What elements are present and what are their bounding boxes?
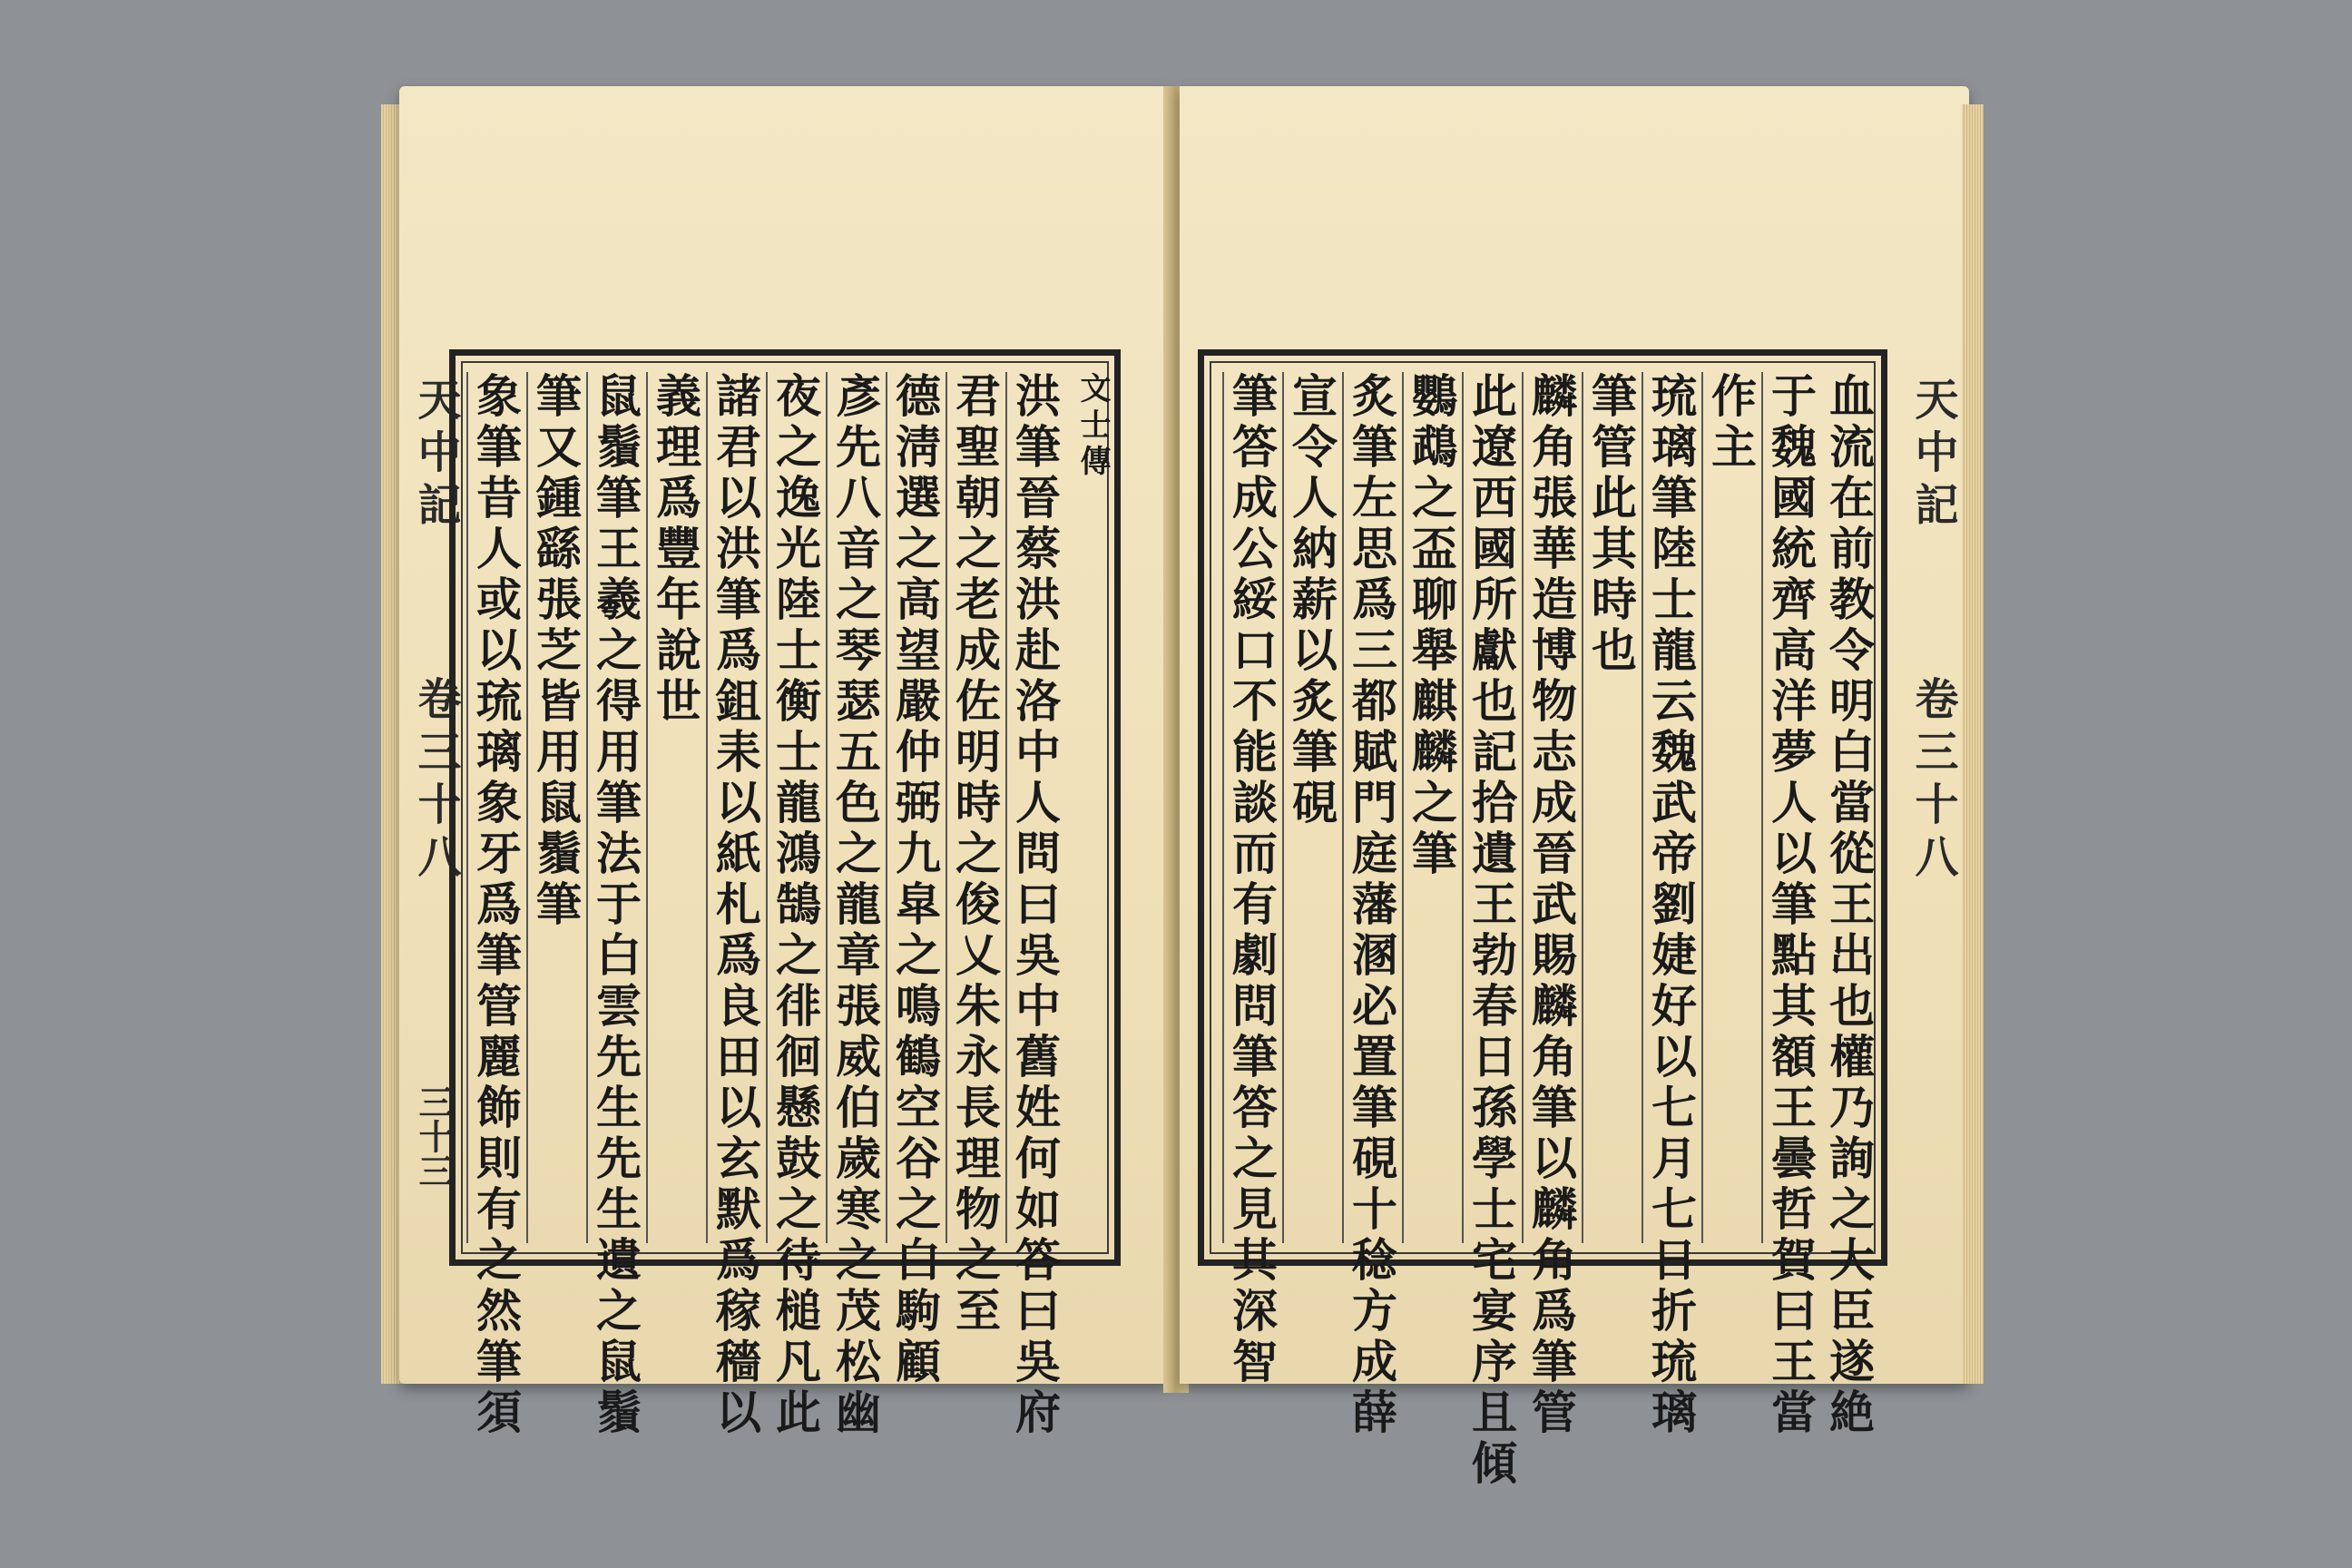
right-col-text: 于魏國統齊高洋夢人以筆點其額王曇哲賀曰王當 [1764,372,1818,1439]
right-col-text: 鸚鵡之盃聊舉麒麟之筆 [1405,372,1458,880]
left-col-text: 文士傳 [1074,372,1111,481]
right-text-frame [1198,349,1887,1490]
right-col-4 [1642,372,1701,1439]
right-banner-volume: 卷三十八 [1907,676,1958,887]
left-banner-volume: 卷三十八 [410,676,461,887]
right-col-9 [1342,372,1402,1439]
left-col-text: 洪筆晉蔡洪赴洛中人問曰吳中舊姓何如答曰吳府 [1008,372,1062,1439]
right-page-edges [1962,104,1984,1384]
right-col-2 [1761,372,1821,1439]
right-col-text: 宣令人納薪以炙筆硯 [1285,372,1338,829]
left-page-number: 三十三 [413,1084,454,1188]
right-col-10 [1282,372,1342,1243]
right-col-1 [1821,372,1879,1439]
right-col-5 [1582,372,1642,1243]
right-col-text: 炙筆左思爲三都賦門庭藩溷必置筆硯十稔方成薛 [1345,372,1398,1439]
left-col-10 [526,372,586,1243]
right-col-text: 此遼西國所獻也記拾遺王勃春日孫學士宅宴序且傾 [1465,372,1518,1490]
left-col-text: 夜之逸光陸士衡士龍鴻鵠之徘徊懸鼓之待槌凡此 [769,372,822,1439]
right-banner-title: 天中記 [1907,377,1958,534]
right-col-text: 作主 [1704,372,1758,474]
left-col-5 [826,372,886,1439]
left-col-text: 義理爲豐年說世 [649,372,702,728]
left-col-1 [1065,372,1123,1243]
right-col-6 [1522,372,1582,1439]
right-col-8 [1402,372,1462,1243]
left-col-11 [466,372,526,1439]
left-col-7 [706,372,766,1439]
left-col-text: 鼠鬚筆王羲之得用筆法于白雲先生先生遺之鼠鬚 [589,372,642,1439]
left-col-text: 君聖朝之老成佐明時之俊乂朱永長理物之至 [948,372,1002,1338]
right-page-banner [1896,349,1958,1266]
left-col-text: 諸君以洪筆爲鉏耒以紙札爲良田以玄默爲稼穡以 [709,372,762,1439]
right-col-text: 麟角張華造博物志成晉武賜麟角筆以麟角爲筆管 [1524,372,1578,1439]
right-col-text: 筆答成公綏口不能談而有劇問筆答之見其深智 [1225,372,1279,1388]
right-col-text: 筆管此其時也 [1584,372,1638,677]
right-col-text: 血流在前教令明白當從王出也權乃詢之大臣遂絶 [1822,372,1876,1439]
right-col-3 [1701,372,1761,1243]
left-text-frame [449,349,1121,1439]
open-book [381,86,1978,1490]
right-col-text: 琉璃筆陸士龍云魏武帝劉婕好以七月七日折琉璃 [1644,372,1698,1439]
left-col-text: 象筆昔人或以琉璃象牙爲筆管麗飾則有之然筆須 [469,372,523,1439]
left-page [399,86,1171,1439]
right-page [1180,86,1969,1490]
left-col-text: 德淸選之高望嚴仲弼九皐之鳴鶴空谷之白駒顧 [888,372,942,1388]
left-col-8 [646,372,706,1243]
left-col-2 [1005,372,1065,1439]
right-col-7 [1462,372,1522,1490]
left-banner-title: 天中記 [410,377,461,534]
left-col-4 [886,372,946,1388]
left-col-9 [586,372,646,1439]
left-col-text: 彥先八音之琴瑟五色之龍章張威伯歲寒之茂松幽 [828,372,882,1439]
left-page-banner [399,349,461,1266]
left-col-3 [946,372,1005,1338]
left-col-6 [766,372,826,1439]
left-col-text: 筆又鍾繇張芝皆用鼠鬚筆 [529,372,583,931]
right-col-11 [1222,372,1282,1388]
